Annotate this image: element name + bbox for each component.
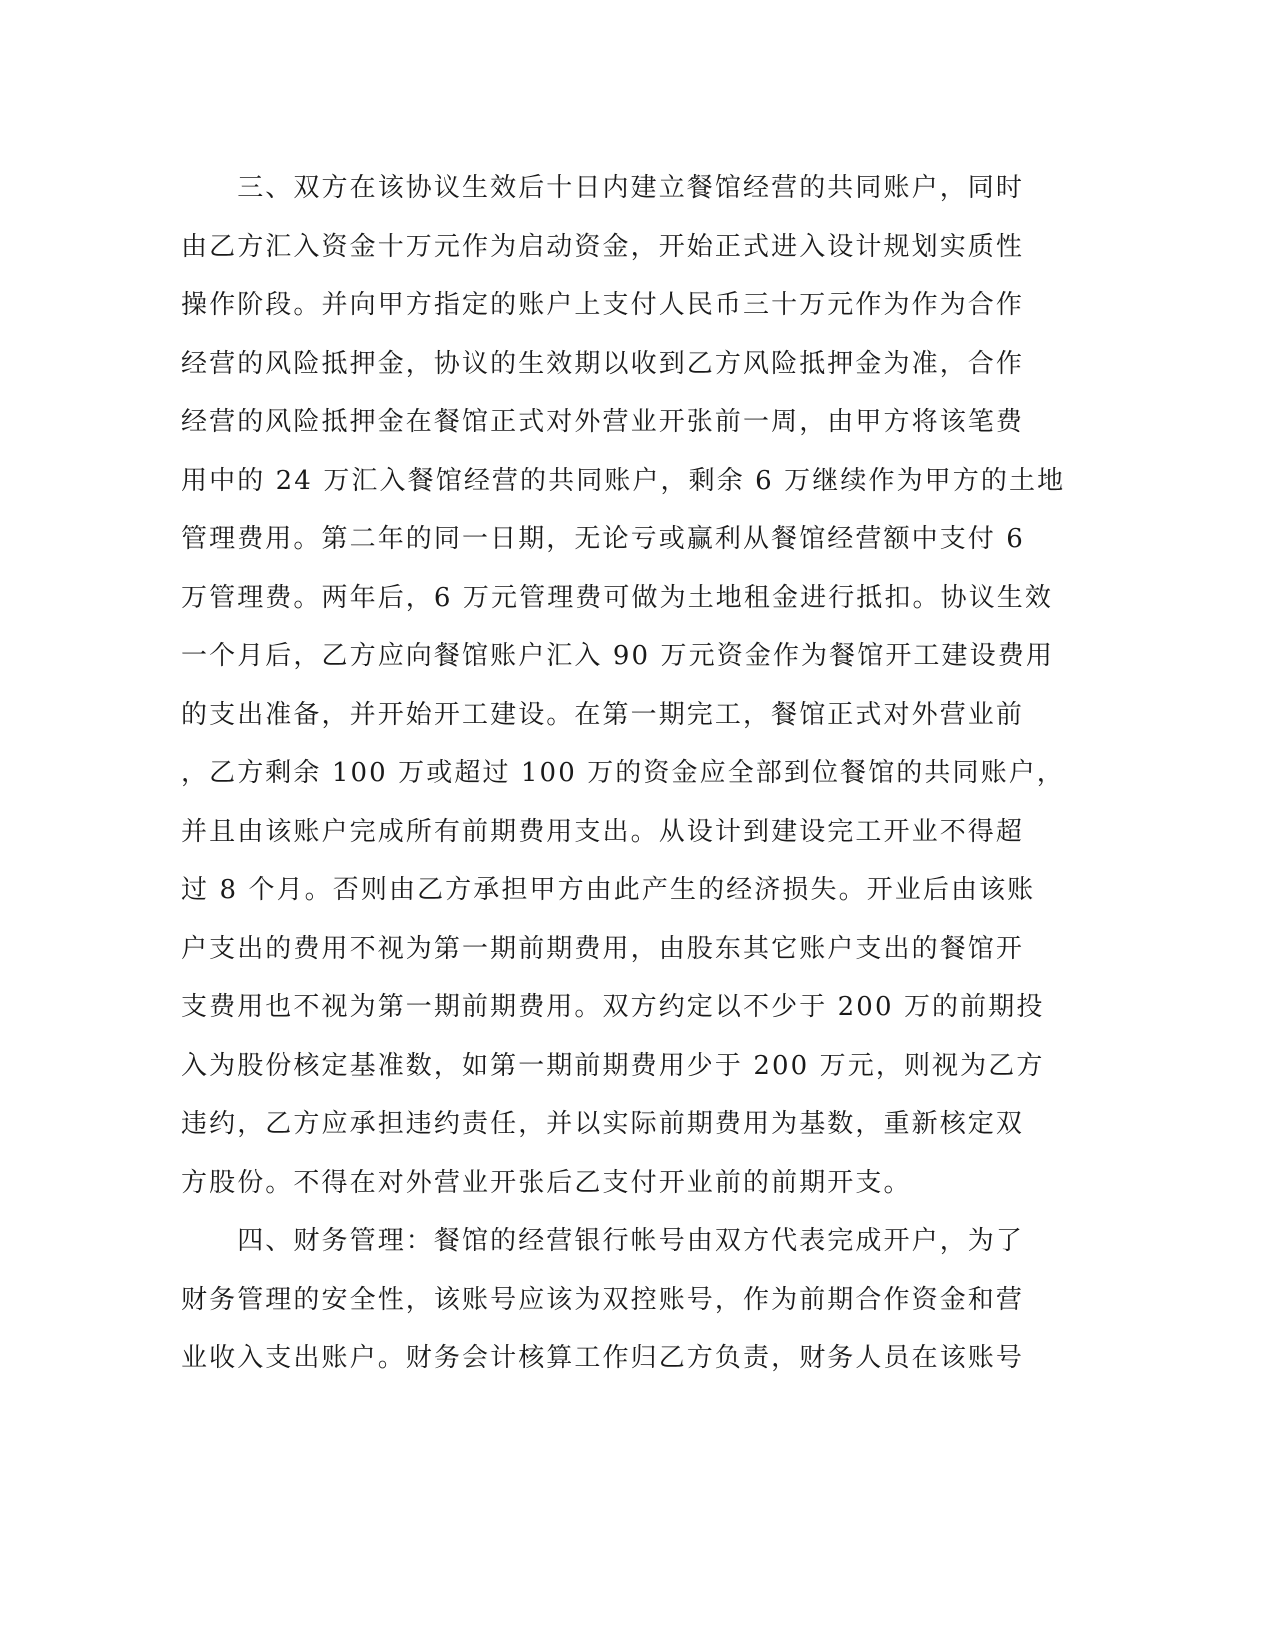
text-line: 入为股份核定基准数，如第一期前期费用少于 200 万元，则视为乙方 — [181, 1050, 1045, 1081]
text-line: 业收入支出账户。财务会计核算工作归乙方负责，财务人员在该账号 — [181, 1343, 1025, 1373]
text-line: ，乙方剩余 100 万或超过 100 万的资金应全部到位餐馆的共同账户， — [181, 758, 1065, 788]
text-line: 用中的 24 万汇入餐馆经营的共同账户，剩余 6 万继续作为甲方的土地 — [181, 465, 1066, 496]
text-line: 过 8 个月。否则由乙方承担甲方由此产生的经济损失。开业后由该账 — [181, 875, 1036, 905]
text-line: 财务管理的安全性，该账号应该为双控账号，作为前期合作资金和营 — [181, 1284, 1025, 1315]
text-line: 一个月后，乙方应向餐馆账户汇入 90 万元资金作为餐馆开工建设费用 — [181, 641, 1054, 671]
text-line: 经营的风险抵押金，协议的生效期以收到乙方风险抵押金为准，合作 — [181, 348, 1025, 379]
text-line: 户支出的费用不视为第一期前期费用，由股东其它账户支出的餐馆开 — [181, 933, 1025, 964]
text-line: 违约，乙方应承担违约责任，并以实际前期费用为基数，重新核定双 — [181, 1109, 1025, 1139]
text-line: 管理费用。第二年的同一日期，无论亏或赢利从餐馆经营额中支付 6 — [181, 524, 1025, 554]
text-line: 四、财务管理：餐馆的经营银行帐号由双方代表完成开户，为了 — [181, 1226, 1025, 1256]
text-line: 万管理费。两年后，6 万元管理费可做为土地租金进行抵扣。协议生效 — [181, 582, 1054, 613]
paragraph-article-4 — [181, 1212, 1041, 1388]
text-line: 由乙方汇入资金十万元作为启动资金，开始正式进入设计规划实质性 — [181, 231, 1025, 262]
text-line: 三、双方在该协议生效后十日内建立餐馆经营的共同账户，同时 — [181, 173, 1025, 203]
text-line: 方股份。不得在对外营业开张后乙支付开业前的前期开支。 — [181, 1167, 912, 1198]
text-line: 并且由该账户完成所有前期费用支出。从设计到建设完工开业不得超 — [181, 816, 1025, 847]
text-line: 操作阶段。并向甲方指定的账户上支付人民币三十万元作为作为合作 — [181, 290, 1025, 320]
paragraph-article-3 — [181, 159, 1066, 1212]
text-line: 支费用也不视为第一期前期费用。双方约定以不少于 200 万的前期投 — [181, 992, 1045, 1022]
text-line: 的支出准备，并开始开工建设。在第一期完工，餐馆正式对外营业前 — [181, 699, 1025, 730]
text-line: 经营的风险抵押金在餐馆正式对外营业开张前一周，由甲方将该笔费 — [181, 407, 1025, 437]
